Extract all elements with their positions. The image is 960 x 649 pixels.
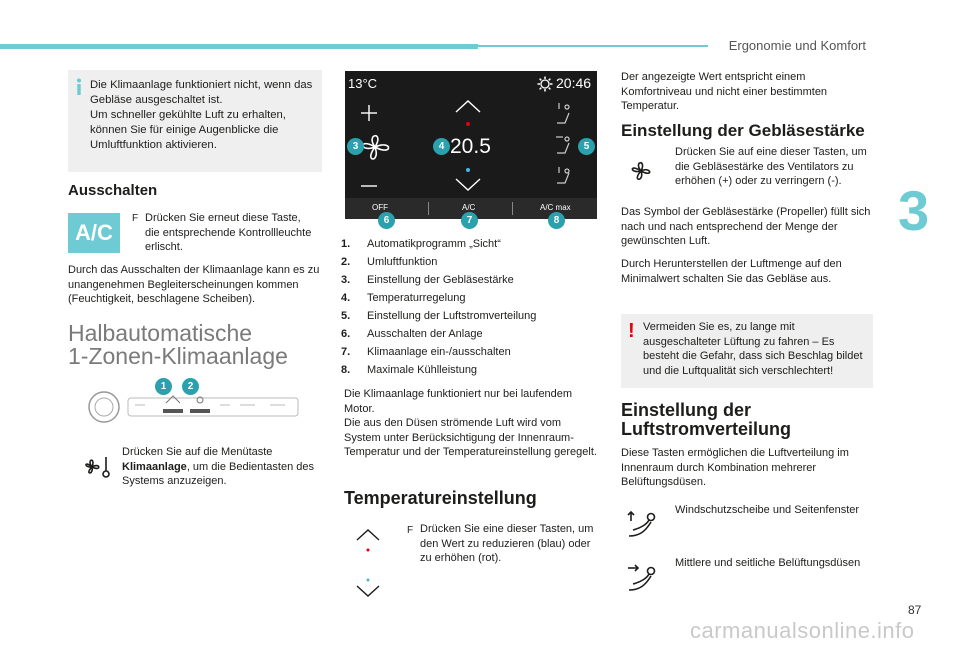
temperature-heading: Temperatureinstellung: [344, 488, 537, 508]
windshield-vent-icon: [625, 508, 659, 540]
list-item: 5. Einstellung der Luftstromverteilung: [341, 310, 537, 322]
marker-8: 8: [548, 212, 565, 229]
ac-max-button: A/C max: [540, 203, 571, 212]
climate-menu-icon: [82, 454, 112, 480]
section-heading-line2: 1-Zonen-Klimaanlage: [68, 343, 288, 369]
distribution-item-1: Windschutzscheibe und Seitenfenster: [675, 504, 860, 516]
list-item: 7. Klimaanlage ein-/ausschalten: [341, 346, 511, 358]
marker-7: 7: [461, 212, 478, 229]
warning-icon: !: [628, 320, 635, 342]
settings-gear-icon: [537, 76, 553, 92]
ac-button-icon: A/C: [68, 213, 120, 253]
temperature-bullet: Drücken Sie eine dieser Tasten, um den Wert zu reduzieren (blau) oder zu erhöhen (rot).: [420, 523, 594, 564]
fan-icon: [627, 158, 655, 184]
menu-instruction: Drücken Sie auf die Menütaste Klimaanlage, um die Bedientasten des Systems anzuzeigen.: [122, 446, 315, 487]
section-title: Ergonomie und Komfort: [728, 38, 866, 53]
marker-5: 5: [578, 138, 595, 155]
distribution-item-2: Mittlere und seitliche Belüftungsdüsen: [675, 557, 861, 569]
bullet-marker: F: [132, 213, 139, 224]
marker-4: 4: [433, 138, 450, 155]
info-icon: [75, 78, 83, 96]
temp-up-icon: [456, 101, 480, 112]
ac-button: A/C: [462, 203, 476, 212]
bullet-marker: F: [407, 525, 414, 536]
outside-temperature: 13°C: [348, 76, 378, 91]
fan-paragraph-2: Durch Herunterstellen der Luftmenge auf den Minimalwert schalten Sie das Gebläse aus.: [621, 258, 842, 285]
temperature-setpoint: 20.5: [450, 135, 491, 158]
ausschalten-body: Durch das Ausschalten der Klimaanlage kann es zu unangenehmen Begleiterscheinungen kommen (Feuchtigkeit, beschlagene Scheiben).: [68, 264, 320, 305]
legend-list: [341, 235, 601, 379]
list-item: 1. Automatikprogramm „Sicht“: [341, 238, 501, 250]
distribution-heading-line2: Luftstromverteilung: [621, 419, 792, 439]
list-item: 2. Umluftfunktion: [341, 256, 438, 268]
fan-heading: Einstellung der Gebläsestärke: [621, 121, 865, 140]
distribution-text: Diese Tasten ermöglichen die Luftverteilung im Innenraum durch Kombination mehrerer Belüftungsdüsen.: [621, 447, 849, 488]
page-number: 87: [908, 603, 922, 617]
list-item: 6. Ausschalten der Anlage: [341, 328, 483, 340]
middle-body: Die Klimaanlage funktioniert nur bei laufendem Motor. Die aus den Düsen strömende Luft wird vom System unter Berücksichtigung der Innenraum-Temperatur und der Temperatureinstellung geregelt.: [344, 388, 597, 458]
marker-6: 6: [378, 212, 395, 229]
list-item: 8. Maximale Kühlleistung: [341, 364, 478, 376]
temp-down-icon: [456, 179, 480, 190]
dashboard-vent-icon: [625, 562, 659, 594]
temp-up-dot: [466, 122, 470, 126]
ausschalten-bullet: Drücken Sie erneut diese Taste, die entsprechende Kontrollleuchte erlischt.: [145, 212, 312, 253]
header-accent-bar: [0, 44, 478, 49]
marker-1: 1: [155, 378, 172, 395]
section-heading-line1: Halbautomatische: [68, 320, 253, 346]
watermark: carmanualsonline.info: [690, 618, 915, 643]
screen-divider: [428, 202, 429, 215]
fan-text: Drücken Sie auf eine dieser Tasten, um die Gebläsestärke des Ventilators zu erhöhen (+) oder zu verringern (-).: [675, 146, 867, 187]
marker-3: 3: [347, 138, 364, 155]
right-intro: Der angezeigte Wert entspricht einem Komfortniveau und nicht einer bestimmten Temperatur.: [621, 71, 828, 112]
off-button: OFF: [372, 203, 388, 212]
distribution-heading-line1: Einstellung der: [621, 400, 752, 420]
temp-arrows-icon: [354, 528, 384, 598]
fan-paragraph-1: Das Symbol der Gebläsestärke (Propeller) füllt sich nach und nach entsprechend der Menge der gewünschten Luft.: [621, 206, 871, 247]
list-item: 4. Temperaturregelung: [341, 292, 466, 304]
temp-down-dot: [466, 168, 470, 172]
fan-icon: [363, 136, 389, 159]
list-item: 3. Einstellung der Gebläsestärke: [341, 274, 514, 286]
clock: 20:46: [556, 75, 592, 91]
header-accent-line: [478, 45, 708, 47]
marker-2: 2: [182, 378, 199, 395]
info-text: Die Klimaanlage funktioniert nicht, wenn das Gebläse ausgeschaltet ist. Um schneller gekühlte Luft zu erhalten, können Sie für einige Augenblicke die Umluftfunktion aktivieren.: [90, 79, 313, 151]
ausschalten-heading: Ausschalten: [68, 182, 158, 199]
chapter-number: 3: [898, 179, 930, 242]
warning-text: Vermeiden Sie es, zu lange mit ausgeschalteter Lüftung zu fahren – Es besteht die Gefahr, dass sich Beschlag bildet und die Luftqualität sich verschlechtert!: [643, 321, 863, 377]
screen-divider: [512, 202, 513, 215]
